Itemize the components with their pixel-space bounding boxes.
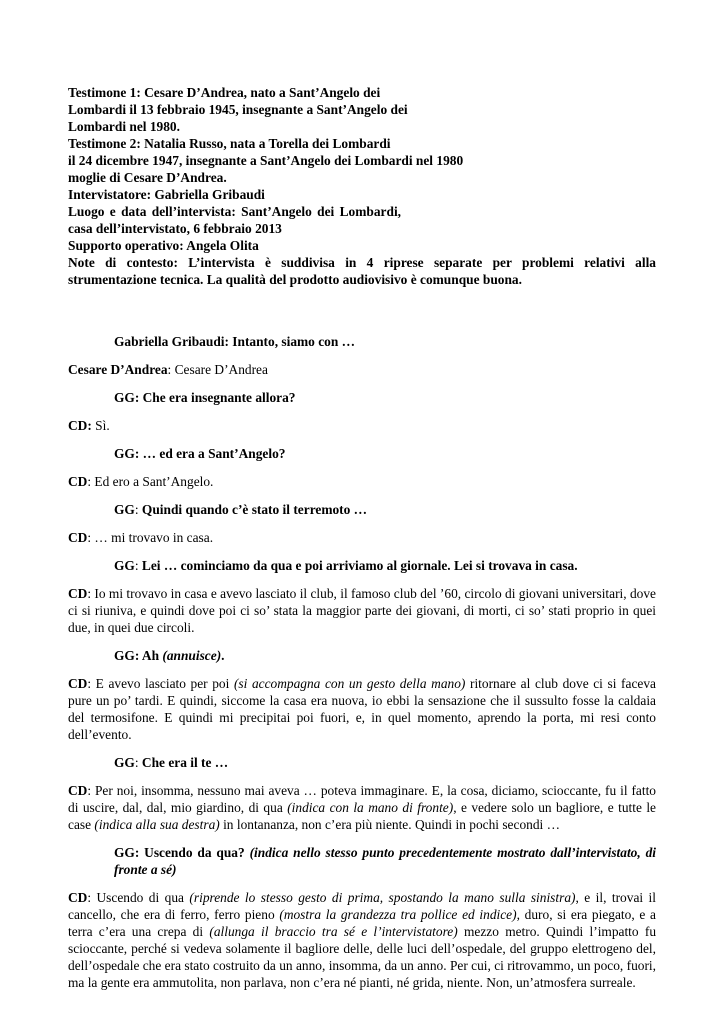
transcript-turn <box>68 557 656 574</box>
stage-direction: (allunga il braccio tra sé e l’intervistatore) <box>209 924 458 939</box>
turn-text: : Ed ero a Sant’Angelo. <box>87 474 214 489</box>
turn-text: : Uscendo di qua <box>87 890 190 905</box>
header-line: Supporto operativo: Angela Olita <box>68 238 259 253</box>
speaker-label: CD <box>68 474 88 489</box>
speaker-label: CD <box>68 586 88 601</box>
interview-transcript <box>68 333 656 991</box>
context-note: Note di contesto: L’intervista è suddivisa in 4 riprese separate per problemi relativi alla strumentazione tecnica. La qualità del prodotto audiovisivo è comunque buona. <box>68 255 656 287</box>
speaker-label: GG <box>114 558 135 573</box>
header-line: il 24 dicembre 1947, insegnante a Sant’Angelo dei Lombardi nel 1980 <box>68 153 464 168</box>
stage-direction: (mostra la grandezza tra pollice ed indice) <box>279 907 517 922</box>
transcript-turn <box>68 389 656 406</box>
header-line: Lombardi nel 1980. <box>68 119 180 134</box>
transcript-turn <box>68 647 656 664</box>
turn-text: in lontananza, non c’era più niente. Quindi in pochi secondi … <box>219 817 560 832</box>
separator: : <box>134 558 142 573</box>
header-line: Testimone 2: Natalia Russo, nata a Torella dei Lombardi <box>68 136 391 151</box>
transcript-turn <box>68 585 656 636</box>
speaker-label: Cesare D’Andrea <box>68 362 168 377</box>
speaker-label: GG <box>114 755 135 770</box>
speaker-label: CD <box>68 530 88 545</box>
turn-text: , duro, si era piegato, e a terra c’era una crepa di <box>68 907 656 939</box>
speaker-label: CD <box>68 890 88 905</box>
transcript-turn <box>68 445 656 462</box>
turn-text: . <box>221 648 225 663</box>
header-line: moglie di Cesare D’Andrea. <box>68 170 227 185</box>
header-line: casa dell’intervistato, 6 febbraio 2013 <box>68 221 282 236</box>
stage-direction: (riprende lo stesso gesto di prima, spostando la mano sulla sinistra) <box>189 890 576 905</box>
turn-text: , e vedere solo un bagliore, e tutte le case <box>68 800 656 832</box>
turn-text: , e il, trovai il cancello, che era di ferro, ferro pieno <box>68 890 656 922</box>
speaker-label: GG: Che era insegnante allora? <box>114 390 296 405</box>
transcript-turn <box>68 529 656 546</box>
transcript-turn <box>68 417 656 434</box>
stage-direction: (indica alla sua destra) <box>94 817 220 832</box>
separator: : <box>134 755 142 770</box>
header-line: Intervistatore: Gabriella Gribaudi <box>68 187 265 202</box>
turn-text: : Cesare D’Andrea <box>167 362 268 377</box>
speaker-label: GG: Uscendo da qua? <box>114 845 250 860</box>
transcript-turn <box>68 501 656 518</box>
turn-text: : E avevo lasciato per poi <box>87 676 234 691</box>
speaker-label: CD <box>68 676 88 691</box>
speaker-label: GG: … ed era a Sant’Angelo? <box>114 446 286 461</box>
header-line: Testimone 1: Cesare D’Andrea, nato a Sant’Angelo dei <box>68 85 381 100</box>
speaker-label: CD <box>68 783 88 798</box>
header-line: Luogo e data dell’intervista: Sant’Angelo dei Lombardi, <box>68 204 402 219</box>
transcript-turn <box>68 844 656 878</box>
turn-text: Lei … cominciamo da qua e poi arriviamo al giornale. Lei si trovava in casa. <box>141 558 578 573</box>
turn-text: : Io mi trovavo in casa e avevo lasciato il club, il famoso club del ’60, circolo di giovani universitari, dove ci si riuniva, e quindi dove poi ci so’ stata la maggior parte dei giovani, di morti, ci so’ stati proprio in quei due, in quei due circoli. <box>68 586 656 635</box>
turn-text: Che era il te … <box>141 755 229 770</box>
turn-text: Sì. <box>91 418 110 433</box>
turn-text: : … mi trovavo in casa. <box>87 530 214 545</box>
transcript-turn <box>68 361 656 378</box>
turn-text: mezzo metro. Quindi l’impatto fu scioccante, perché si vedeva solamente il bagliore delle, delle luci dell’ospedale, del gruppo elettrogeno del, dell’ospedale che era stato costruito da un anno, insomma, da un anno. Per cui, ci ritrovammo, un poco, fuori, ma la gente era ammutolita, non parlava, non c’era né pianti, né grida, niente. Non, un’atmosfera surreale. <box>68 924 657 990</box>
transcript-turn <box>68 675 656 743</box>
transcript-turn <box>68 782 656 833</box>
stage-direction: (indica nello stesso punto precedentemente mostrato dall’intervistato, di fronte a sé) <box>114 845 657 877</box>
turn-text: Quindi quando c’è stato il terremoto … <box>141 502 368 517</box>
transcript-turn <box>68 333 656 350</box>
transcript-turn <box>68 754 656 771</box>
turn-text: ritornare al club dove ci si faceva pure un po’ tardi. E quindi, siccome la casa era nuova, io ebbi la sensazione che il sussulto fosse la caldaia del termosifone. E quindi mi precipitai poi fuori, e, in quel momento, aprendo la porta, mi resi conto dell’evento. <box>68 676 656 742</box>
speaker-label: GG <box>114 502 135 517</box>
document-page <box>68 84 656 1002</box>
interview-header <box>68 84 656 288</box>
transcript-turn <box>68 473 656 490</box>
speaker-label: Gabriella Gribaudi: Intanto, siamo con … <box>114 334 356 349</box>
stage-direction: (annuisce) <box>162 648 222 663</box>
speaker-label: CD: <box>68 418 92 433</box>
transcript-turn <box>68 889 656 991</box>
turn-text: : Per noi, insomma, nessuno mai aveva … poteva immaginare. E, la cosa, diciamo, scioccante, fu il fatto di uscire, dal, dal, mio giardino, di qua <box>68 783 656 815</box>
speaker-label: GG: Ah <box>114 648 163 663</box>
stage-direction: (indica con la mano di fronte) <box>287 800 454 815</box>
header-line: Lombardi il 13 febbraio 1945, insegnante a Sant’Angelo dei <box>68 102 408 117</box>
separator: : <box>134 502 142 517</box>
stage-direction: (si accompagna con un gesto della mano) <box>233 676 466 691</box>
